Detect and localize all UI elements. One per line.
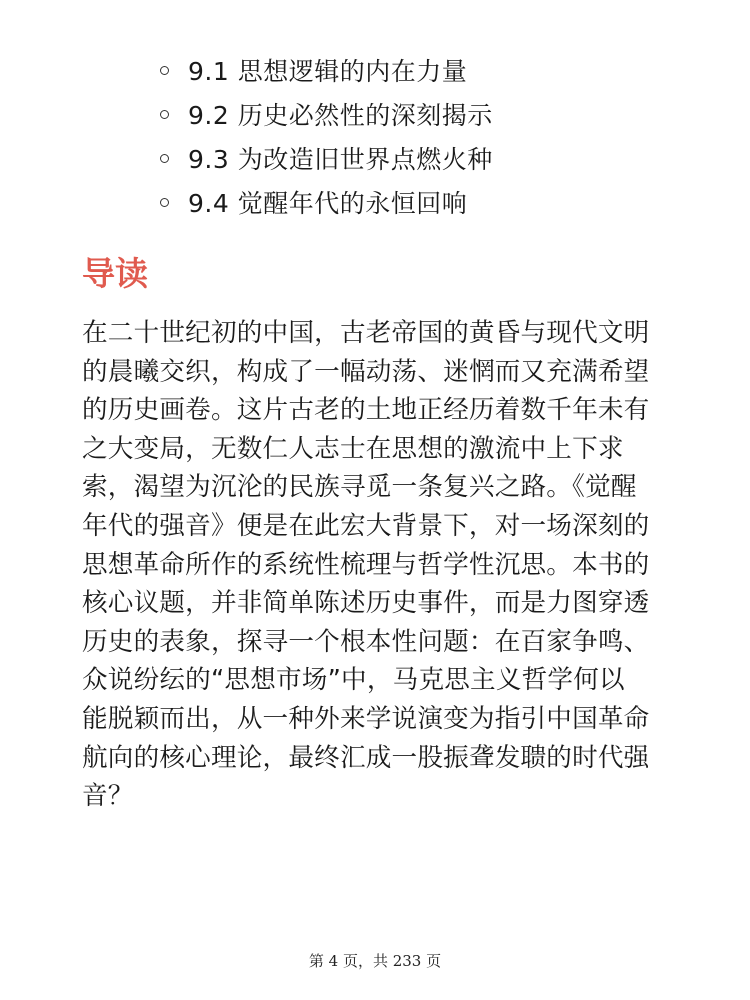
hollow-circle-bullet-icon [160, 198, 169, 207]
paragraph-line: 的晨曦交织，构成了一幅动荡、迷惘而又充满希望 [82, 356, 650, 387]
toc-item-label: 9.4 觉醒年代的永恒回响 [188, 189, 468, 218]
toc-item[interactable] [160, 182, 493, 226]
table-of-contents [160, 50, 493, 226]
paragraph-line: 思想革命所作的系统性梳理与哲学性沉思。本书的 [82, 549, 650, 580]
toc-item[interactable] [160, 138, 493, 182]
paragraph-line: 核心议题，并非简单陈述历史事件，而是力图穿透 [82, 588, 650, 619]
hollow-circle-bullet-icon [160, 154, 169, 163]
paragraph-line: 能脱颖而出，从一种外来学说演变为指引中国革命 [82, 703, 650, 734]
hollow-circle-bullet-icon [160, 66, 169, 75]
paragraph-line: 的历史画卷。这片古老的土地正经历着数千年未有 [82, 395, 650, 426]
paragraph-line: 众说纷纭的“思想市场”中，马克思主义哲学何以 [82, 665, 625, 696]
introduction-paragraph [82, 314, 649, 816]
paragraph-line: 年代的强音》便是在此宏大背景下，对一场深刻的 [82, 510, 650, 541]
toc-item-label: 9.3 为改造旧世界点燃火种 [188, 145, 493, 174]
paragraph-line: 历史的表象，探寻一个根本性问题：在百家争鸣、 [82, 626, 650, 657]
page-number: 第 4 页，共 233 页 [308, 952, 442, 970]
paragraph-line: 索，渴望为沉沦的民族寻觅一条复兴之路。《觉醒 [82, 472, 637, 503]
paragraph-line: 航向的核心理论，最终汇成一股振聋发聩的时代强 [82, 742, 650, 773]
paragraph-line: 在二十世纪初的中国，古老帝国的黄昏与现代文明 [82, 318, 650, 348]
section-heading: 导读 [82, 254, 148, 293]
toc-item-label: 9.1 思想逻辑的内在力量 [188, 57, 468, 86]
toc-item[interactable] [160, 50, 493, 94]
hollow-circle-bullet-icon [160, 110, 169, 119]
toc-item-label: 9.2 历史必然性的深刻揭示 [188, 101, 493, 130]
paragraph-line: 音？ [82, 781, 134, 812]
toc-item[interactable] [160, 94, 493, 138]
paragraph-line: 之大变局，无数仁人志士在思想的激流中上下求 [82, 433, 624, 464]
